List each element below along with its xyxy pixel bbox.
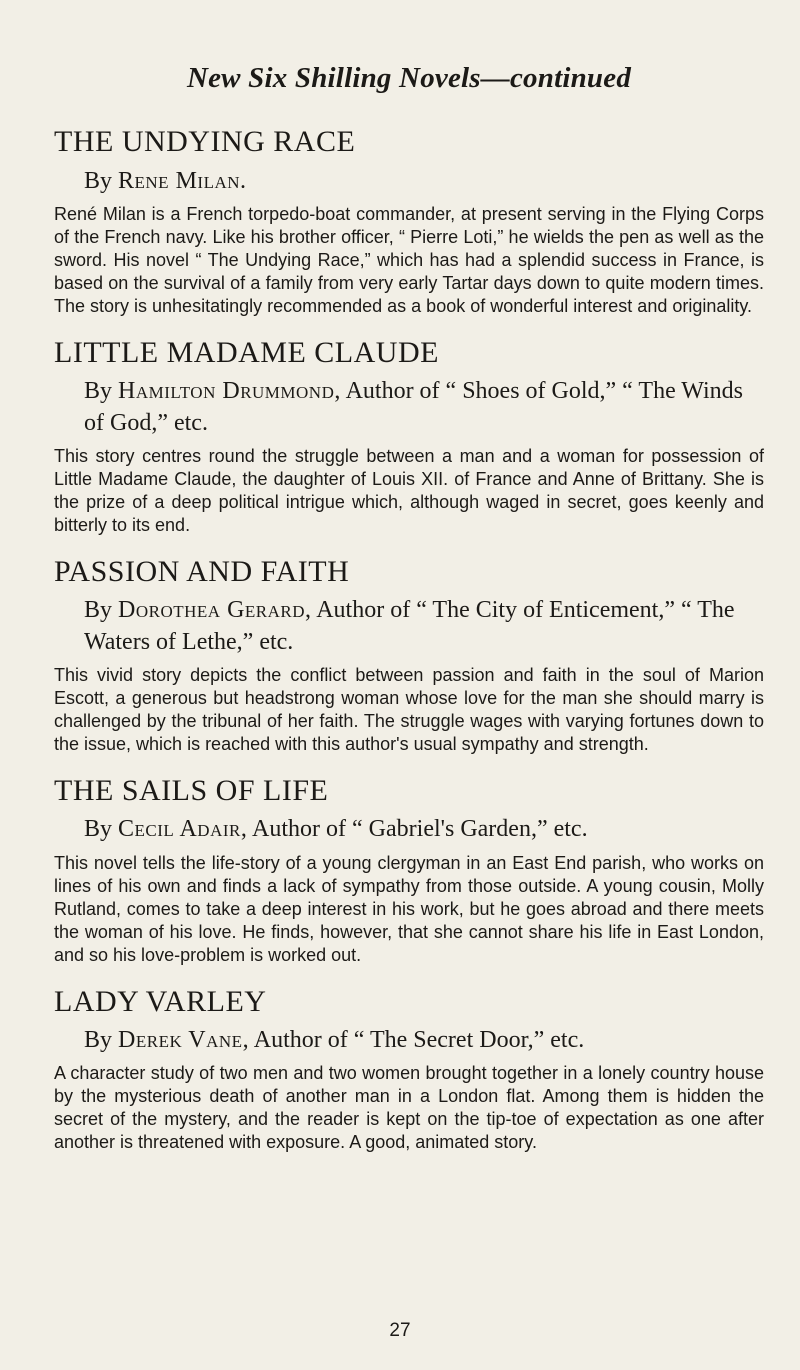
book-description: This novel tells the life-story of a young clergyman in an East End parish, who works on lines of his own and finds a lack of sympathy from those outside. A young cousin, Molly Rutland, comes to take a deep interest in his work, but he goes abroad and there meets the woman of his love. He finds, however, that she cannot share his life in East London, and so his love-problem is worked out.: [54, 852, 764, 965]
author-note: Author of “ The Secret Door,” etc.: [253, 1027, 585, 1054]
author-name: Hamilton Drummond,: [118, 378, 341, 405]
byline: [84, 595, 764, 657]
author-name: Cecil Adair,: [118, 816, 248, 843]
byline-by: By: [84, 597, 113, 624]
book-entry: [54, 985, 764, 1155]
author-name: Derek Vane,: [118, 1027, 250, 1054]
byline-by: By: [84, 1027, 113, 1054]
book-title: LITTLE MADAME CLAUDE: [54, 335, 439, 369]
byline: [84, 1025, 764, 1056]
book-title: THE SAILS OF LIFE: [54, 773, 329, 807]
author-name: Dorothea Gerard,: [118, 597, 312, 624]
book-entry: [54, 774, 764, 967]
author-note: Author of “ Gabriel's Garden,” etc.: [252, 816, 588, 843]
book-description: This vivid story depicts the conflict between passion and faith in the soul of Marion Escott, a generous but headstrong woman whose love for the man she should marry is challenged by the tribunal of her faith. The struggle wages with varying fortunes down to the issue, which is reached with this author's usual sympathy and strength.: [54, 664, 764, 754]
byline: [84, 166, 764, 197]
author-note: Author of “ Shoes of Gold,” “ The Winds of God,” etc.: [84, 378, 743, 436]
byline-by: By: [84, 167, 113, 194]
author-note: Author of “ The City of Enticement,” “ The Waters of Lethe,” etc.: [84, 597, 735, 655]
book-entry: [54, 336, 764, 537]
book-title: LADY VARLEY: [54, 984, 267, 1018]
author-name: Rene Milan.: [118, 167, 247, 194]
page-number: 27: [389, 1320, 411, 1341]
book-entry: [54, 125, 764, 318]
book-description: A character study of two men and two women brought together in a lonely country house by the mysterious death of another man in a London flat. Among them is hidden the secret of the mystery, and the reader is kept on the tip-toe of expectation as one after another is threatened with exposure. A good, animated story.: [54, 1063, 764, 1153]
book-title: THE UNDYING RACE: [54, 125, 356, 158]
book-entry: [54, 555, 764, 756]
byline: [84, 376, 764, 438]
byline-by: By: [84, 816, 113, 843]
book-description: This story centres round the struggle between a man and a woman for possession of Little Madame Claude, the daughter of Louis XII. of France and Anne of Brittany. She is the prize of a deep political intrigue which, although waged in secret, goes keenly and bitterly to its end.: [54, 445, 764, 535]
byline: [84, 814, 764, 845]
book-description: René Milan is a French torpedo-boat commander, at present serving in the Flying Corps of the French navy. Like his brother officer, “ Pierre Loti,” he wields the pen as well as the sword. His novel “ The Undying Race,” which has had a splendid success in France, is based on the survival of a family from very early Tartar days down to quite modern times. The story is unhesitatingly recommended as a book of wonderful interest and originality.: [54, 203, 764, 316]
byline-by: By: [84, 378, 113, 405]
running-head: New Six Shilling Novels—continued: [186, 62, 632, 94]
book-title: PASSION AND FAITH: [54, 554, 350, 588]
